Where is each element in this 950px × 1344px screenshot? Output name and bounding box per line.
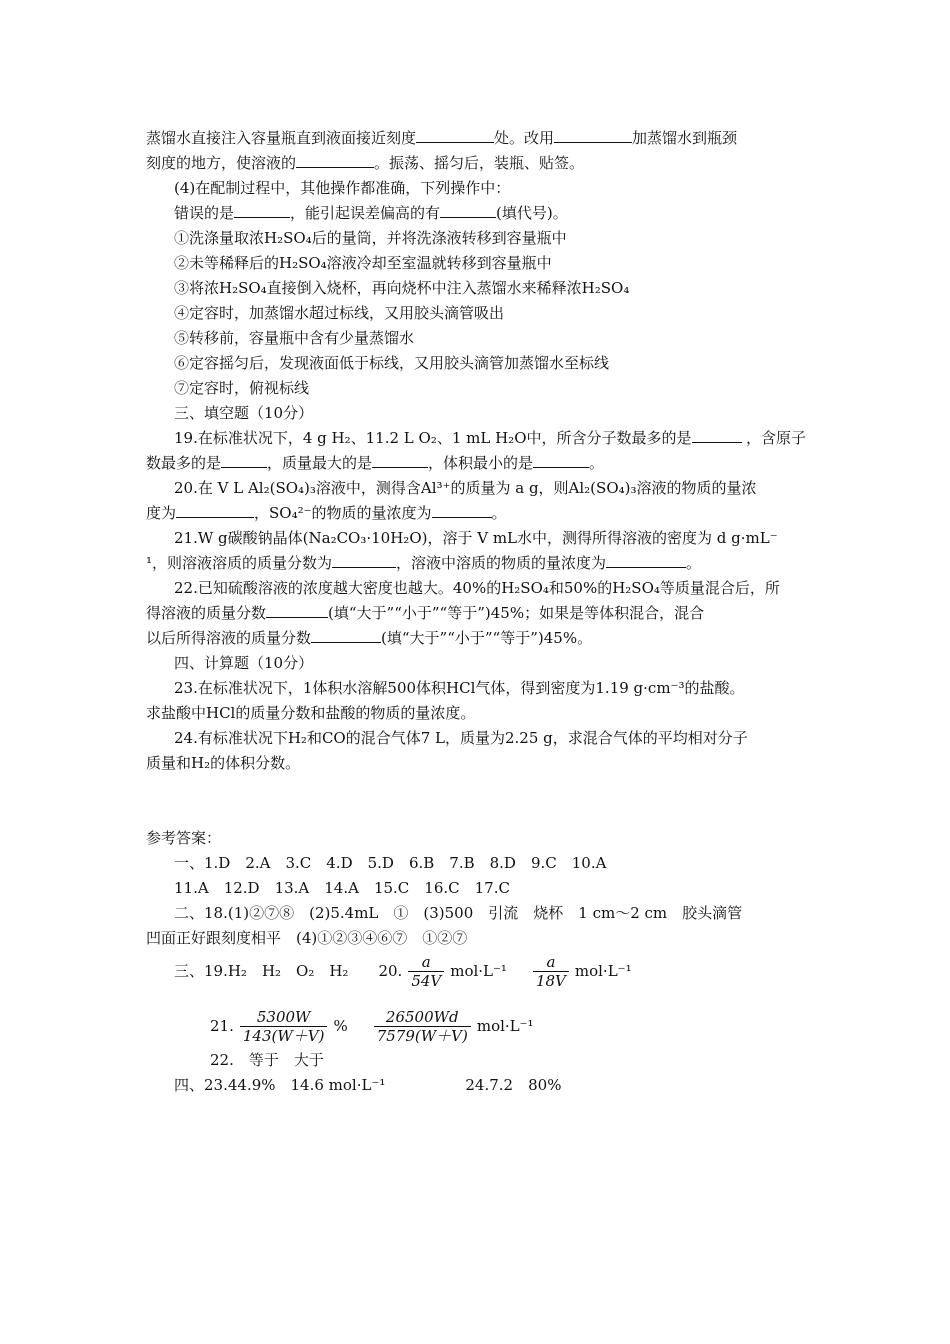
question-ask xyxy=(174,203,568,223)
fraction-numerator: a xyxy=(421,952,431,971)
fraction xyxy=(374,1008,471,1045)
text-segment: 。 xyxy=(686,554,702,572)
option-item: ①洗涤量取浓H₂SO₄后的量筒，并将洗涤液转移到容量瓶中 xyxy=(174,229,567,247)
text-segment: 以后所得溶液的质量分数 xyxy=(146,629,312,647)
question-19 xyxy=(174,428,806,448)
answer-blank xyxy=(533,453,589,468)
text-segment: 三、19.H₂ H₂ O₂ H₂ 20. xyxy=(174,962,403,980)
text-segment: ，质量最大的是 xyxy=(267,454,373,472)
answer-blank xyxy=(416,128,494,143)
answer-blank xyxy=(176,503,254,518)
question-23-cont: 求盐酸中HCl的质量分数和盐酸的物质的量浓度。 xyxy=(146,704,476,722)
question-intro: (4)在配制过程中，其他操作都准确，下列操作中： xyxy=(174,179,511,197)
fraction-numerator: 5300W xyxy=(256,1007,311,1026)
fraction-numerator: 26500Wd xyxy=(385,1007,459,1026)
text-segment: 21. xyxy=(210,1017,234,1035)
unit-label: mol·L⁻¹ xyxy=(574,962,632,980)
text-segment: 得溶液的质量分数 xyxy=(146,604,267,622)
text-segment: 数最多的是 xyxy=(146,454,222,472)
answers-row xyxy=(174,1075,561,1095)
answer-blank xyxy=(606,553,686,568)
answers-row: 一、1.D 2.A 3.C 4.D 5.D 6.B 7.B 8.D 9.C 10.A xyxy=(174,854,607,872)
option-item: ⑦定容时，俯视标线 xyxy=(174,379,310,397)
option-item: ⑥定容摇匀后，发现液面低于标线，又用胶头滴管加蒸馏水至标线 xyxy=(174,354,610,372)
text-segment: ，溶液中溶质的物质的量浓度为 xyxy=(396,554,607,572)
answers-title: 参考答案： xyxy=(146,829,222,847)
fraction-denominator: 7579(W＋V) xyxy=(374,1026,471,1045)
text-segment: % xyxy=(333,1017,348,1035)
text-segment: 刻度的地方，使溶液的 xyxy=(146,154,297,172)
answer-blank xyxy=(372,453,428,468)
text-line xyxy=(146,128,806,148)
fraction xyxy=(408,953,444,990)
section-title: 三、填空题（10分） xyxy=(174,404,314,422)
text-segment: 错误的是 xyxy=(174,204,235,222)
text-segment: (填“大于”“小于”“等于”)45%。 xyxy=(381,629,593,647)
text-segment: ，体积最小的是 xyxy=(428,454,534,472)
text-segment: ，含原子 xyxy=(745,429,806,447)
text-segment: ¹，则溶液溶质的质量分数为 xyxy=(146,554,333,572)
answers-row: 二、18.(1)②⑦⑧ (2)5.4mL ① (3)500 引流 烧杯 1 cm～2 cm 胶头滴管 xyxy=(174,904,743,922)
answers-row: 22. 等于 大于 xyxy=(210,1051,324,1069)
fraction-denominator: 54V xyxy=(408,971,444,990)
answer-blank xyxy=(432,503,492,518)
fraction-numerator: a xyxy=(546,952,556,971)
text-segment: 。 xyxy=(491,504,507,522)
question-22-cont xyxy=(146,603,704,623)
section-title: 四、计算题（10分） xyxy=(174,654,314,672)
text-segment: 蒸馏水直接注入容量瓶直到液面接近刻度 xyxy=(146,129,417,147)
text-segment: ，SO₄²⁻的物质的量浓度为 xyxy=(254,504,432,522)
answer-blank xyxy=(296,153,374,168)
question-20-cont xyxy=(146,503,507,523)
answers-row-fractions xyxy=(174,952,632,990)
text-segment: (填“大于”“小于”“等于”)45%；如果是等体积混合，混合 xyxy=(328,604,705,622)
answers-row: 凹面正好跟刻度相平 (4)①②③④⑥⑦ ①②⑦ xyxy=(146,929,468,947)
answer-blank xyxy=(332,553,396,568)
text-segment: 。 xyxy=(589,454,605,472)
question-19-cont xyxy=(146,453,604,473)
fraction xyxy=(240,1008,328,1045)
unit-label: mol·L⁻¹ xyxy=(476,1017,534,1035)
answers-row-fractions xyxy=(210,1006,534,1046)
text-line xyxy=(146,153,584,173)
answers-row: 11.A 12.D 13.A 14.A 15.C 16.C 17.C xyxy=(174,879,510,897)
answer-blank xyxy=(554,128,632,143)
unit-label: mol·L⁻¹ xyxy=(450,962,507,980)
question-22: 22.已知硫酸溶液的浓度越大密度也越大。40%的H₂SO₄和50%的H₂SO₄等质量混合后，所 xyxy=(174,579,780,597)
question-23: 23.在标准状况下，1体积水溶解500体积HCl气体，得到密度为1.19 g·cm⁻³的盐酸。 xyxy=(174,679,745,697)
text-segment: ，能引起误差偏高的有 xyxy=(290,204,441,222)
option-item: ④定容时，加蒸馏水超过标线，又用胶头滴管吸出 xyxy=(174,304,505,322)
text-segment: 度为 xyxy=(146,504,177,522)
text-segment: 19.在标准状况下，4 g H₂、11.2 L O₂、1 mL H₂O中，所含分子数最多的是 xyxy=(174,429,692,447)
option-item: ⑤转移前，容量瓶中含有少量蒸馏水 xyxy=(174,329,415,347)
fraction-denominator: 143(W＋V) xyxy=(240,1026,328,1045)
text-segment: 处。改用 xyxy=(494,129,555,147)
text-segment: (填代号)。 xyxy=(496,204,568,222)
fraction xyxy=(533,953,569,990)
text-segment: 四、23.44.9% 14.6 mol·L⁻¹ xyxy=(174,1076,386,1094)
text-segment: 。振荡、摇匀后，装瓶、贴签。 xyxy=(374,154,585,172)
answer-blank xyxy=(692,428,742,443)
option-item: ③将浓H₂SO₄直接倒入烧杯，再向烧杯中注入蒸馏水来稀释浓H₂SO₄ xyxy=(174,279,630,297)
option-item: ②未等稀释后的H₂SO₄溶液冷却至室温就转移到容量瓶中 xyxy=(174,254,552,272)
fraction-denominator: 18V xyxy=(533,971,569,990)
answer-blank xyxy=(440,203,496,218)
question-20: 20.在 V L Al₂(SO₄)₃溶液中，测得含Al³⁺的质量为 a g，则Al₂(SO₄)₃溶液的物质的量浓 xyxy=(174,479,757,497)
answer-blank xyxy=(311,628,381,643)
question-24-cont: 质量和H₂的体积分数。 xyxy=(146,754,301,772)
text-segment: 24.7.2 80% xyxy=(465,1076,562,1094)
question-21-cont xyxy=(146,553,701,573)
question-24: 24.有标准状况下H₂和CO的混合气体7 L，质量为2.25 g，求混合气体的平均相对分子 xyxy=(174,729,748,747)
answer-blank xyxy=(221,453,267,468)
answer-blank xyxy=(234,203,290,218)
question-21: 21.W g碳酸钠晶体(Na₂CO₃·10H₂O)，溶于 V mL水中，测得所得溶液的密度为 d g·mL⁻ xyxy=(174,529,778,547)
question-22-cont xyxy=(146,628,592,648)
answer-blank xyxy=(266,603,328,618)
text-segment: 加蒸馏水到瓶颈 xyxy=(632,129,738,147)
